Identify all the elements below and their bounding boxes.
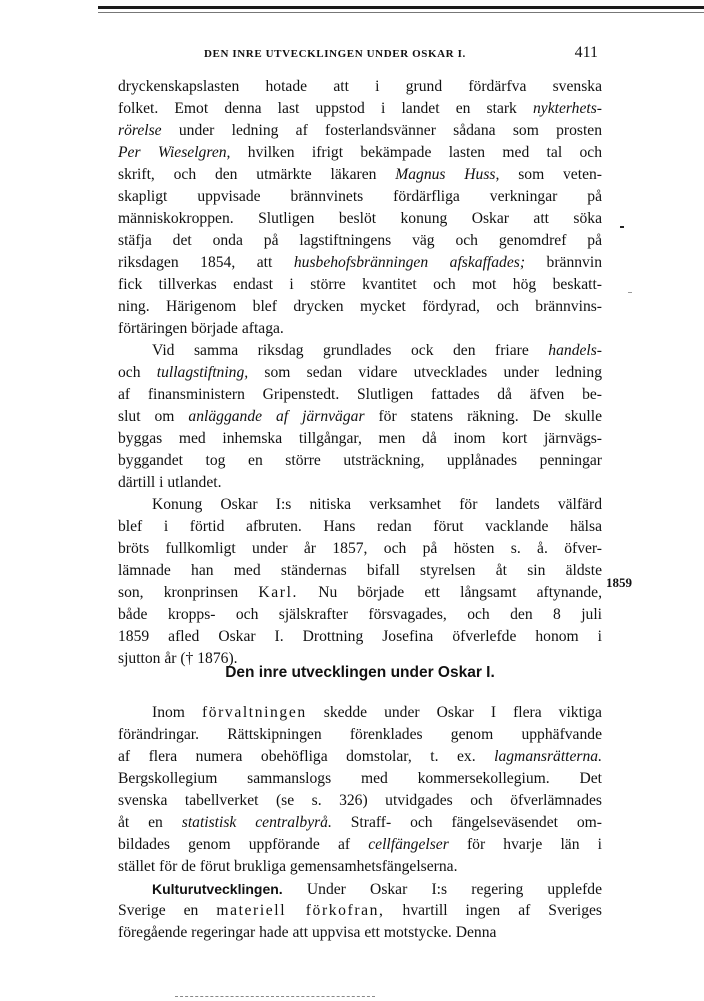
italic-run: statistisk centralbyrå. [181,814,332,831]
text-run: byggandet tog en större utsträckning, upplånades penningar [118,452,602,469]
text-run: Sverige en [118,902,217,919]
paragraph-trade-railways [118,340,602,494]
margin-note-year: 1859 [606,575,632,590]
italic-run: Magnus Huss, [395,166,500,183]
text-line [118,208,602,230]
text-run: sjutton år († 1876). [118,650,238,667]
text-line [118,604,602,626]
running-head-title: DEN INRE UTVECKLINGEN UNDER OSKAR I. [204,48,466,60]
text-run: som veten- [499,166,602,183]
text-line [118,746,602,768]
text-run: blef i förtid afbruten. Hans redan förut vacklande hälsa [118,518,602,535]
text-run: stället för de förut brukliga gemensamhetsfängelserna. [118,858,458,875]
text-run: Konung Oskar I:s nitiska verksamhet för landets välfärd [152,496,602,513]
text-run: för hvarje län i [448,836,603,853]
text-run: ning. Härigenom blef drycken mycket fördyrad, och brännvins- [118,298,602,315]
paragraph-administration [118,702,602,878]
text-run: svenska tabellverket (se s. 326) utvidgades och öfverlämnades [118,792,602,809]
text-run: hvartill ingen af Sveriges [384,902,602,919]
paragraph-temperance [118,76,602,340]
text-line [118,516,602,538]
text-line [118,472,602,494]
text-line [118,922,602,944]
text-line [118,626,602,648]
text-line [118,900,602,922]
text-run: Nu började ett långsamt aftynande, [298,584,602,601]
text-run: riksdagen 1854, att [118,254,294,271]
paragraph-culture [118,878,602,944]
text-run: stäfja det onda på lagstiftningens väg och genomdref på [118,232,602,249]
top-rule-thin [98,12,704,13]
print-speck [620,226,624,228]
text-line [118,340,602,362]
text-line [118,560,602,582]
section-heading: Den inre utvecklingen under Oskar I. [225,664,495,681]
paragraph-death-of-oskar [118,494,602,670]
text-run: byggas med inhemska tillgångar, men då inom kort järnvägs- [118,430,602,447]
text-run: fick tillverkas endast i större kvantitet och mot hög beskatt- [118,276,602,293]
text-run: föregående regeringar hade att uppvisa ett motstycke. Denna [118,924,497,941]
text-run: 1859 afled Oskar I. Drottning Josefina öfverlefde honom i [118,628,602,645]
text-line [118,428,602,450]
text-line [118,834,602,856]
text-line [118,120,602,142]
text-run: människokroppen. Slutligen beslöt konung Oskar att söka [118,210,602,227]
running-head [118,46,600,66]
italic-run: husbehofsbränningen afskaffades; [293,254,526,271]
italic-run: Per Wieselgren, [118,144,231,161]
text-run: Straff- och fängelseväsendet om- [331,814,602,831]
text-line [118,790,602,812]
text-line [118,878,602,900]
text-line [118,582,602,604]
text-line [118,768,602,790]
text-run: som sedan vidare utvecklades under ledning [248,364,602,381]
text-line [118,164,602,186]
italic-run: lagmansrätterna. [494,748,602,765]
text-run: son, kronprinsen [118,584,259,601]
text-run: slut om [118,408,189,425]
text-run: Bergskollegium sammanslogs med kommersekollegium. Det [118,770,602,787]
text-line [118,856,602,878]
text-run: af flera numera obehöfliga domstolar, t. ex. [118,748,495,765]
top-rule [98,6,704,9]
text-line [118,98,602,120]
text-run: förändringar. Rättskipningen förenklades genom upphäfvande [118,726,602,743]
text-run: hvilken ifrigt bekämpade lasten med tal och [230,144,602,161]
italic-run: rörelse [118,122,162,139]
text-run: skrift, och den utmärkte läkaren [118,166,396,183]
spaced-run: förvaltningen [201,704,307,721]
text-line [118,230,602,252]
text-run: af finansministern Gripenstedt. Slutligen fattades då äfven be- [118,386,602,403]
text-run: därtill i utlandet. [118,474,222,491]
text-line [118,252,602,274]
text-line [118,384,602,406]
italic-run: anläggande af järnvägar [188,408,365,425]
print-speck [628,292,632,293]
text-run: skapligt uppvisade brännvinets fördärfliga verkningar på [118,188,602,205]
text-run: brännvin [525,254,602,271]
text-run: under ledning af fosterlandsvänner sådana som prosten [161,122,602,139]
text-run: lämnade han med ständernas bifall styrelsen åt sin äldste [118,562,602,579]
text-run: för statens räkning. De skulle [364,408,602,425]
text-line [118,406,602,428]
text-line [118,186,602,208]
text-line [118,76,602,98]
text-line [118,142,602,164]
text-run: bildades genom uppförande af [118,836,369,853]
page-number: 411 [574,44,598,61]
italic-run: handels- [548,342,602,359]
spaced-run: materiell förkofran, [216,902,385,919]
text-line [118,494,602,516]
text-run: dryckenskapslasten hotade att i grund fördärfva svenska [118,78,602,95]
bold-run: Kulturutvecklingen. [152,881,283,897]
text-run: Vid samma riksdag grundlades ock den friare [152,342,549,359]
text-line [118,296,602,318]
text-run: skedde under Oskar I flera viktiga [306,704,602,721]
italic-run: tullagstiftning, [156,364,249,381]
text-line [118,450,602,472]
spaced-run: Karl. [258,584,299,601]
text-run: förtäringen började aftaga. [118,320,284,337]
text-run: bröts fullkomligt under år 1857, och på hösten s. å. öfver- [118,540,602,557]
text-run: Inom [152,704,202,721]
bottom-rule [175,996,375,997]
text-line [118,812,602,834]
text-line [118,362,602,384]
text-line [118,538,602,560]
text-line [118,318,602,340]
text-line [118,702,602,724]
text-run: åt en [118,814,182,831]
italic-run: nykterhets- [533,100,602,117]
text-run: och [118,364,157,381]
text-line [118,724,602,746]
italic-run: cellfängelser [368,836,449,853]
text-line [118,274,602,296]
text-run: både kropps- och själskrafter försvagades, och den 8 juli [118,606,602,623]
text-run: Under Oskar I:s regering upplefde [282,881,602,898]
text-run: folket. Emot denna last uppstod i landet en stark [118,100,533,117]
